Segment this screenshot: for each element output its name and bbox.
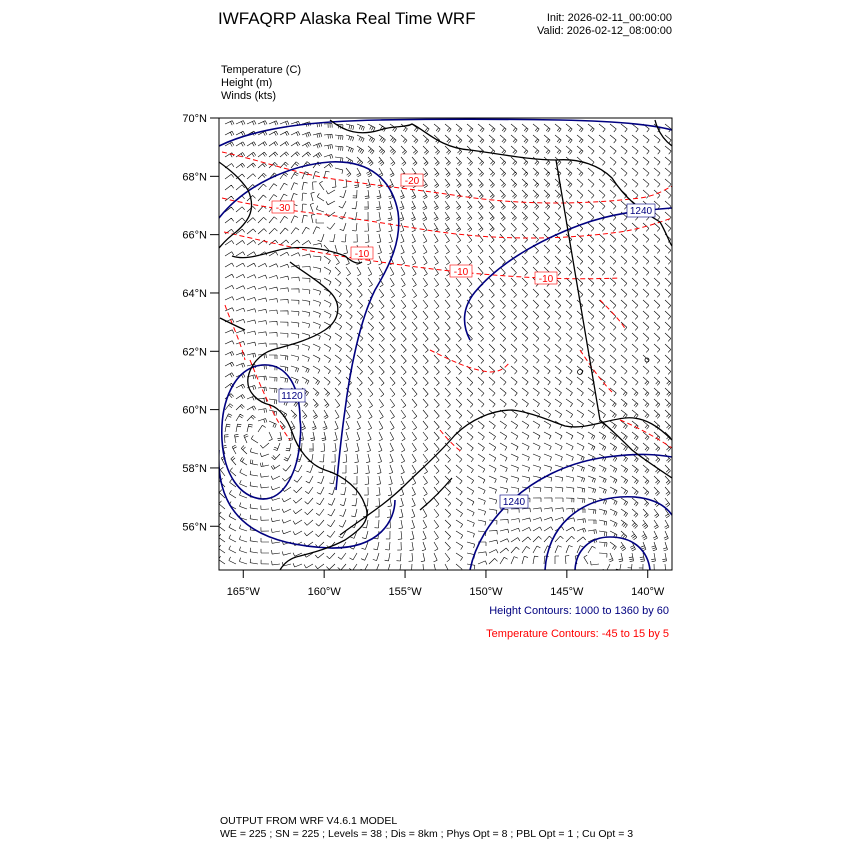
height-contour-labels — [279, 204, 655, 508]
lon-tick-label: 160°W — [307, 586, 341, 598]
temperature-label: -10 — [538, 274, 554, 285]
longitude-axis — [227, 570, 665, 598]
wind-barbs — [218, 121, 671, 573]
lat-tick-label: 56°N — [182, 521, 207, 534]
latitude-axis — [182, 113, 219, 533]
height-label: 1240 — [502, 497, 526, 508]
temperature-label: -20 — [404, 176, 420, 187]
temperature-contour-legend: Temperature Contours: -45 to 15 by 5 — [486, 628, 669, 640]
lat-tick-label: 64°N — [182, 287, 207, 300]
variable-winds: Winds (kts) — [221, 90, 276, 102]
variable-height: Height (m) — [221, 77, 273, 89]
lat-tick-label: 68°N — [182, 171, 207, 184]
temperature-contour-labels — [272, 174, 557, 285]
lon-tick-label: 165°W — [226, 586, 260, 598]
temperature-label: -10 — [354, 249, 370, 260]
temperature-label: -30 — [275, 203, 291, 214]
valid-time: Valid: 2026-02-12_08:00:00 — [537, 25, 672, 37]
lon-tick-label: 145°W — [550, 586, 584, 598]
lat-tick-label: 62°N — [182, 346, 207, 359]
model-info: OUTPUT FROM WRF V4.6.1 MODEL — [220, 815, 398, 827]
init-time: Init: 2026-02-11_00:00:00 — [546, 12, 672, 24]
height-label: 1120 — [281, 391, 303, 402]
model-config: WE = 225 ; SN = 225 ; Levels = 38 ; Dis = 8km ; Phys Opt = 8 ; PBL Opt = 1 ; Cu Opt = 3 — [220, 828, 634, 840]
wind-barb-field — [218, 121, 671, 573]
lon-tick-label: 155°W — [388, 586, 422, 598]
lat-tick-label: 60°N — [182, 404, 207, 417]
height-label: 1240 — [629, 206, 653, 217]
lat-tick-label: 58°N — [182, 462, 207, 475]
lon-tick-label: 150°W — [469, 586, 503, 598]
lat-tick-label: 66°N — [182, 229, 207, 242]
lat-tick-label: 70°N — [182, 113, 207, 125]
height-contour-legend: Height Contours: 1000 to 1360 by 60 — [489, 605, 669, 617]
temperature-label: -10 — [453, 267, 469, 278]
lon-tick-label: 140°W — [631, 586, 665, 598]
map-title: IWFAQRP Alaska Real Time WRF — [218, 9, 476, 28]
variable-temperature: Temperature (C) — [221, 64, 302, 76]
